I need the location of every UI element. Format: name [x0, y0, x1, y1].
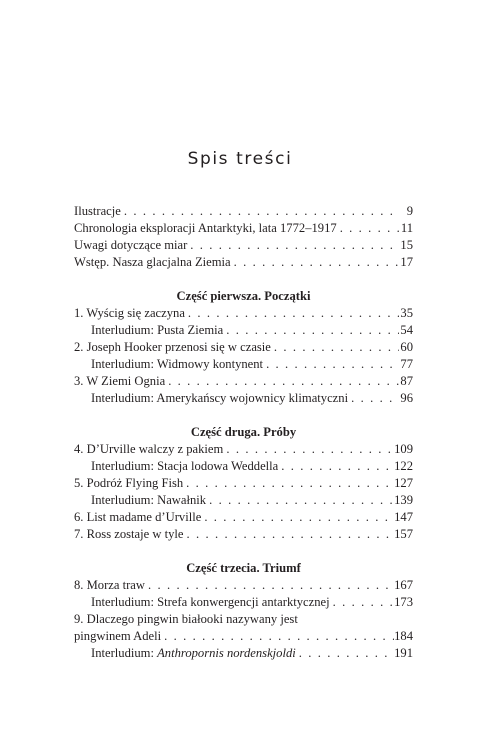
- toc-entry-label: [74, 645, 296, 662]
- toc-entry-page: 17: [400, 255, 413, 269]
- toc-entry-page: 35: [400, 306, 413, 320]
- toc-entry-label: 2. Joseph Hooker przenosi się w czasie: [74, 340, 271, 354]
- toc-entry-label: 5. Podróż Flying Fish: [74, 476, 184, 490]
- toc-entry-label: 3. W Ziemi Ognia: [74, 374, 166, 388]
- toc-entry[interactable]: [74, 441, 413, 458]
- toc-entry[interactable]: [74, 526, 413, 543]
- dot-leader: [330, 594, 394, 611]
- toc-entry[interactable]: [74, 492, 413, 509]
- dot-leader: [348, 390, 399, 407]
- toc-entry-label: 4. D’Urville walczy z pakiem: [74, 442, 224, 456]
- toc-entry[interactable]: [74, 577, 413, 594]
- toc-entry-label-italic: Anthropornis nordenskjoldi: [157, 646, 296, 660]
- toc-entry-page: 191: [394, 646, 413, 660]
- toc-entry-page: 167: [394, 578, 413, 592]
- toc-entry-line-2[interactable]: [74, 628, 413, 645]
- toc-entry[interactable]: [74, 339, 413, 356]
- toc-entry[interactable]: [74, 645, 413, 662]
- dot-leader: [263, 356, 399, 373]
- table-of-contents: [74, 203, 413, 662]
- toc-entry-page: 184: [394, 629, 413, 643]
- toc-entry-page: 109: [394, 442, 413, 456]
- toc-entry-label: Interludium: Pusta Ziemia: [91, 323, 224, 337]
- toc-entry-label: Chronologia eksploracji Antarktyki, lata 1772–1917: [74, 221, 337, 235]
- toc-entry[interactable]: [74, 390, 413, 407]
- toc-entry-label: Interludium: Stacja lodowa Weddella: [91, 459, 279, 473]
- toc-entry-page: 122: [394, 459, 413, 473]
- toc-entry-label: pingwinem Adeli: [74, 629, 162, 643]
- toc-entry[interactable]: [74, 220, 413, 237]
- toc-entry[interactable]: [74, 509, 413, 526]
- toc-entry-label-prefix: Interludium:: [91, 646, 158, 660]
- toc-entry-label: Interludium: Widmowy kontynent: [91, 357, 264, 371]
- toc-entry-label: Uwagi dotyczące miar: [74, 238, 188, 252]
- toc-entry[interactable]: [74, 305, 413, 322]
- dot-leader: [223, 441, 394, 458]
- part-heading: Część druga. Próby: [190, 425, 297, 439]
- toc-entry[interactable]: [74, 203, 413, 220]
- toc-entry-label: 1. Wyścig się zaczyna: [74, 306, 185, 320]
- toc-entry[interactable]: [74, 373, 413, 390]
- dot-leader: [185, 305, 399, 322]
- dot-leader: [231, 254, 399, 271]
- toc-entry[interactable]: [74, 254, 413, 271]
- dot-leader: [145, 577, 394, 594]
- toc-entry-page: 77: [400, 357, 413, 371]
- toc-entry-page: 9: [406, 204, 413, 218]
- dot-leader: [165, 373, 399, 390]
- toc-entry-label: 8. Morza traw: [74, 578, 145, 592]
- toc-entry-label: 7. Ross zostaje w tyle: [74, 527, 184, 541]
- dot-leader: [201, 509, 394, 526]
- toc-entry-page: 11: [400, 221, 413, 235]
- dot-leader: [121, 203, 399, 220]
- toc-entry-page: 139: [394, 493, 413, 507]
- toc-entry[interactable]: [74, 322, 413, 339]
- toc-entry-label: 9. Dlaczego pingwin białooki nazywany jest: [74, 612, 298, 626]
- dot-leader: [183, 475, 394, 492]
- toc-entry-page: 15: [400, 238, 413, 252]
- toc-entry-page: 127: [394, 476, 413, 490]
- toc-entry-label: Interludium: Nawałnik: [91, 493, 207, 507]
- part-heading: Część trzecia. Triumf: [186, 561, 301, 575]
- dot-leader: [183, 526, 394, 543]
- toc-entry[interactable]: [74, 237, 413, 254]
- dot-leader: [206, 492, 394, 509]
- dot-leader: [278, 458, 394, 475]
- toc-entry-label: Wstęp. Nasza glacjalna Ziemia: [74, 255, 231, 269]
- toc-entry-label: Interludium: Strefa konwergencji antarktycznej: [91, 595, 330, 609]
- page-title: Spis treści: [187, 149, 293, 169]
- toc-entry-label: Ilustracje: [74, 204, 121, 218]
- toc-entry-page: 96: [400, 391, 413, 405]
- toc-entry[interactable]: [74, 356, 413, 373]
- toc-entry-label: Interludium: Amerykańscy wojownicy klimatyczni: [91, 391, 349, 405]
- spacer: [74, 407, 413, 424]
- toc-entry[interactable]: [74, 594, 413, 611]
- dot-leader: [187, 237, 399, 254]
- toc-entry-label: 6. List madame d’Urville: [74, 510, 202, 524]
- toc-entry-page: 157: [394, 527, 413, 541]
- toc-entry-page: 60: [400, 340, 413, 354]
- toc-entry-page: 54: [400, 323, 413, 337]
- dot-leader: [223, 322, 399, 339]
- toc-entry-line-1[interactable]: [74, 611, 413, 628]
- toc-entry[interactable]: [74, 475, 413, 492]
- dot-leader: [271, 339, 399, 356]
- dot-leader: [161, 628, 394, 645]
- part-heading: Część pierwsza. Początki: [176, 289, 311, 303]
- toc-entry[interactable]: [74, 458, 413, 475]
- dot-leader: [337, 220, 399, 237]
- dot-leader: [296, 645, 394, 662]
- toc-entry-page: 147: [394, 510, 413, 524]
- toc-entry-page: 173: [394, 595, 413, 609]
- toc-entry-page: 87: [400, 374, 413, 388]
- spacer: [74, 271, 413, 288]
- spacer: [74, 543, 413, 560]
